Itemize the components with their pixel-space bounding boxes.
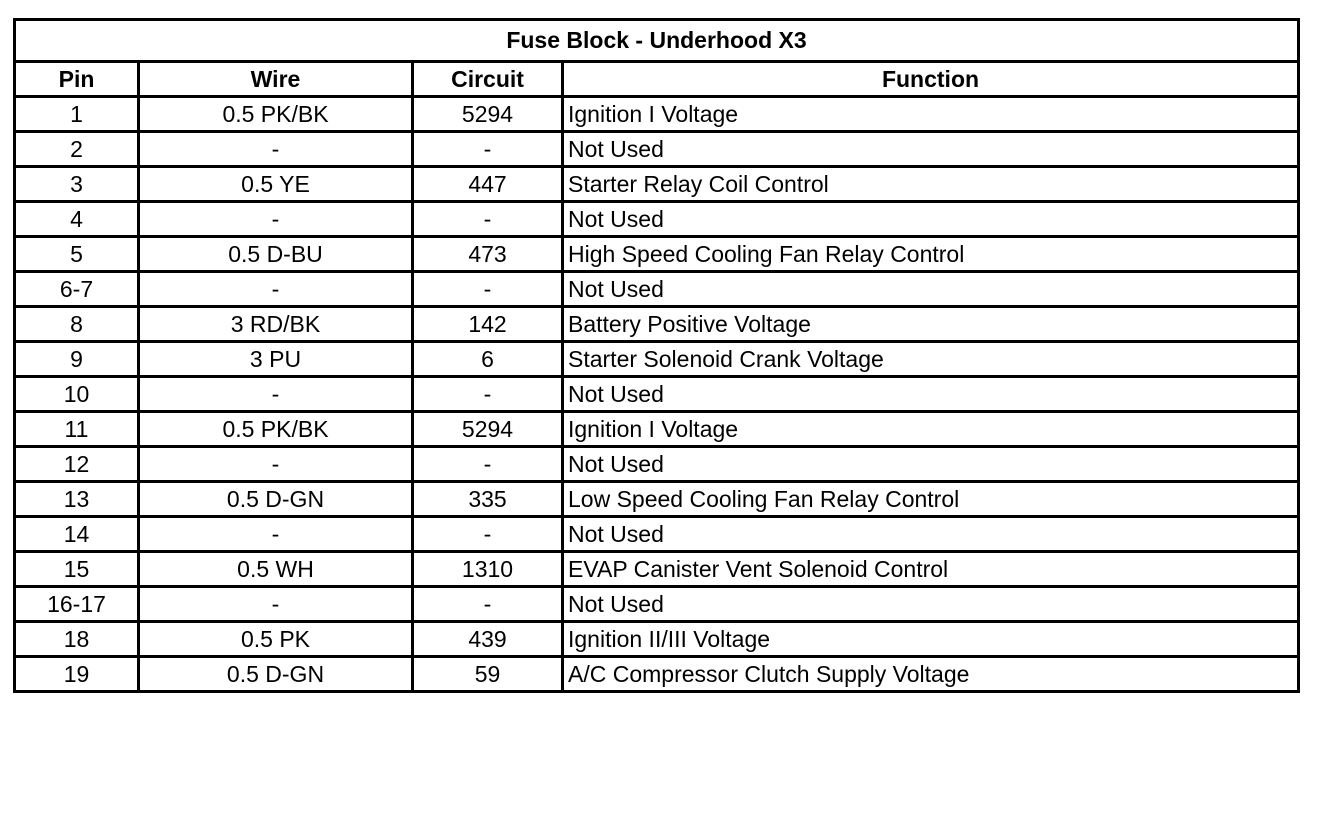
circuit-cell: - bbox=[413, 377, 563, 412]
wire-cell: - bbox=[139, 587, 413, 622]
table-row bbox=[15, 167, 1299, 202]
function-cell: Not Used bbox=[563, 132, 1299, 167]
column-header-wire: Wire bbox=[139, 62, 413, 97]
wire-cell: - bbox=[139, 272, 413, 307]
function-cell: Starter Relay Coil Control bbox=[563, 167, 1299, 202]
pin-cell: 14 bbox=[15, 517, 139, 552]
table-row bbox=[15, 202, 1299, 237]
function-cell: Low Speed Cooling Fan Relay Control bbox=[563, 482, 1299, 517]
wire-cell: 0.5 YE bbox=[139, 167, 413, 202]
wire-cell: - bbox=[139, 132, 413, 167]
pin-cell: 12 bbox=[15, 447, 139, 482]
function-cell: Ignition I Voltage bbox=[563, 412, 1299, 447]
circuit-cell: - bbox=[413, 132, 563, 167]
wire-cell: 0.5 PK/BK bbox=[139, 412, 413, 447]
pin-cell: 1 bbox=[15, 97, 139, 132]
circuit-cell: 59 bbox=[413, 657, 563, 692]
connector-pinout-table bbox=[13, 18, 1300, 693]
table-row bbox=[15, 552, 1299, 587]
circuit-cell: 5294 bbox=[413, 412, 563, 447]
column-header-function: Function bbox=[563, 62, 1299, 97]
pin-cell: 9 bbox=[15, 342, 139, 377]
table-row bbox=[15, 482, 1299, 517]
column-header-pin: Pin bbox=[15, 62, 139, 97]
wire-cell: - bbox=[139, 517, 413, 552]
pin-cell: 11 bbox=[15, 412, 139, 447]
circuit-cell: 439 bbox=[413, 622, 563, 657]
wire-cell: - bbox=[139, 447, 413, 482]
wire-cell: 3 RD/BK bbox=[139, 307, 413, 342]
function-cell: Not Used bbox=[563, 272, 1299, 307]
wire-cell: 0.5 WH bbox=[139, 552, 413, 587]
pin-cell: 8 bbox=[15, 307, 139, 342]
wire-cell: 0.5 PK bbox=[139, 622, 413, 657]
wire-cell: 0.5 D-GN bbox=[139, 657, 413, 692]
circuit-cell: - bbox=[413, 587, 563, 622]
wire-cell: 3 PU bbox=[139, 342, 413, 377]
table-row bbox=[15, 377, 1299, 412]
function-cell: Not Used bbox=[563, 447, 1299, 482]
circuit-cell: 473 bbox=[413, 237, 563, 272]
table-title-row bbox=[15, 20, 1299, 62]
pin-cell: 13 bbox=[15, 482, 139, 517]
table-row bbox=[15, 412, 1299, 447]
wire-cell: - bbox=[139, 377, 413, 412]
function-cell: Not Used bbox=[563, 377, 1299, 412]
circuit-cell: - bbox=[413, 517, 563, 552]
pin-cell: 4 bbox=[15, 202, 139, 237]
pin-cell: 16-17 bbox=[15, 587, 139, 622]
circuit-cell: 1310 bbox=[413, 552, 563, 587]
table-title: Fuse Block - Underhood X3 bbox=[15, 20, 1299, 62]
circuit-cell: - bbox=[413, 202, 563, 237]
column-header-row bbox=[15, 62, 1299, 97]
table-row bbox=[15, 272, 1299, 307]
table-row bbox=[15, 447, 1299, 482]
table-row bbox=[15, 307, 1299, 342]
pin-cell: 10 bbox=[15, 377, 139, 412]
table-row bbox=[15, 132, 1299, 167]
table-row bbox=[15, 622, 1299, 657]
function-cell: Ignition II/III Voltage bbox=[563, 622, 1299, 657]
pin-cell: 3 bbox=[15, 167, 139, 202]
circuit-cell: - bbox=[413, 447, 563, 482]
wire-cell: 0.5 D-GN bbox=[139, 482, 413, 517]
pin-cell: 2 bbox=[15, 132, 139, 167]
function-cell: Not Used bbox=[563, 587, 1299, 622]
pin-cell: 5 bbox=[15, 237, 139, 272]
column-header-circuit: Circuit bbox=[413, 62, 563, 97]
circuit-cell: 6 bbox=[413, 342, 563, 377]
table-row bbox=[15, 657, 1299, 692]
wire-cell: 0.5 PK/BK bbox=[139, 97, 413, 132]
wire-cell: 0.5 D-BU bbox=[139, 237, 413, 272]
table-row bbox=[15, 97, 1299, 132]
wire-cell: - bbox=[139, 202, 413, 237]
function-cell: EVAP Canister Vent Solenoid Control bbox=[563, 552, 1299, 587]
circuit-cell: - bbox=[413, 272, 563, 307]
circuit-cell: 142 bbox=[413, 307, 563, 342]
table-row bbox=[15, 237, 1299, 272]
table-row bbox=[15, 517, 1299, 552]
pin-cell: 6-7 bbox=[15, 272, 139, 307]
function-cell: Not Used bbox=[563, 202, 1299, 237]
table-row bbox=[15, 342, 1299, 377]
pin-cell: 19 bbox=[15, 657, 139, 692]
function-cell: Battery Positive Voltage bbox=[563, 307, 1299, 342]
function-cell: Starter Solenoid Crank Voltage bbox=[563, 342, 1299, 377]
pin-cell: 15 bbox=[15, 552, 139, 587]
function-cell: Not Used bbox=[563, 517, 1299, 552]
function-cell: A/C Compressor Clutch Supply Voltage bbox=[563, 657, 1299, 692]
circuit-cell: 447 bbox=[413, 167, 563, 202]
function-cell: High Speed Cooling Fan Relay Control bbox=[563, 237, 1299, 272]
function-cell: Ignition I Voltage bbox=[563, 97, 1299, 132]
circuit-cell: 5294 bbox=[413, 97, 563, 132]
circuit-cell: 335 bbox=[413, 482, 563, 517]
pin-cell: 18 bbox=[15, 622, 139, 657]
table-row bbox=[15, 587, 1299, 622]
